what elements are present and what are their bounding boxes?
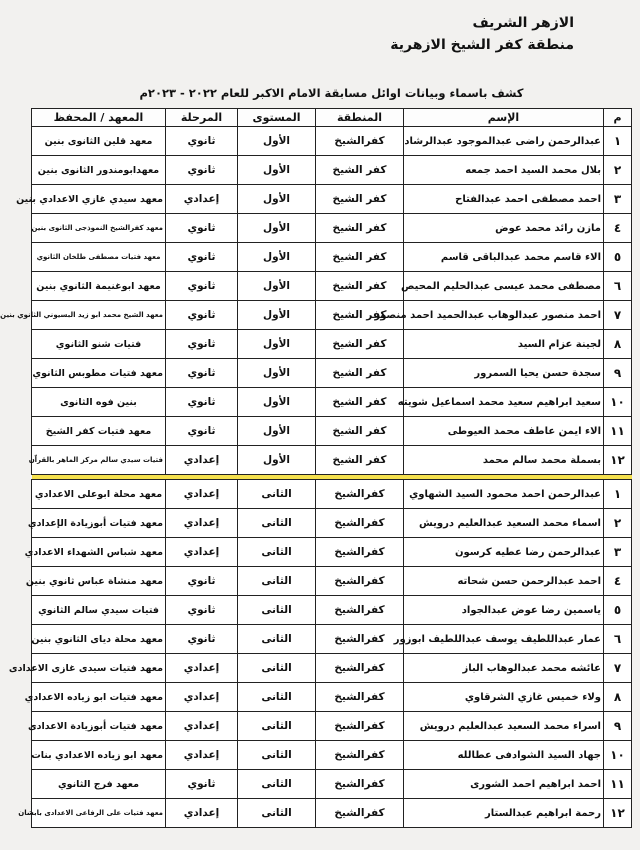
cell-level: الثانى xyxy=(238,712,316,741)
cell-institute: معهد فتيات كفر الشيخ xyxy=(32,417,166,446)
cell-stage: إعدادي xyxy=(166,446,238,475)
cell-stage: ثانوي xyxy=(166,243,238,272)
cell-region: كفرالشيخ xyxy=(316,625,404,654)
cell-region: كفرالشيخ xyxy=(316,596,404,625)
cell-name: بسملة محمد سالم محمد xyxy=(404,446,604,475)
cell-num: ٤ xyxy=(604,214,632,243)
cell-num: ٩ xyxy=(604,712,632,741)
cell-institute: معهد قلين الثانوى بنين xyxy=(32,127,166,156)
cell-num: ١٠ xyxy=(604,388,632,417)
cell-stage: إعدادي xyxy=(166,799,238,828)
cell-stage: إعدادي xyxy=(166,185,238,214)
cell-institute: معهد ابوغنيمة الثانوي بنين xyxy=(32,272,166,301)
cell-institute: فتيات سيدي سالم مركز الماهر بالقراّن xyxy=(32,446,166,475)
cell-name: اسماء محمد السعيد عبدالعليم درويش xyxy=(404,509,604,538)
cell-institute: معهد سيدي غازي الاعدادي بنين xyxy=(32,185,166,214)
table-row xyxy=(32,596,632,625)
cell-stage: ثانوي xyxy=(166,388,238,417)
cell-region: كفرالشيخ xyxy=(316,799,404,828)
cell-level: الأول xyxy=(238,330,316,359)
cell-region: كفر الشيخ xyxy=(316,388,404,417)
table-body xyxy=(0,127,632,828)
cell-region: كفر الشيخ xyxy=(316,330,404,359)
cell-name: احمد مصطفى احمد عبدالفتاح xyxy=(404,185,604,214)
cell-region: كفر الشيخ xyxy=(316,272,404,301)
cell-level: الأول xyxy=(238,359,316,388)
cell-level: الأول xyxy=(238,156,316,185)
cell-stage: إعدادي xyxy=(166,538,238,567)
cell-region: كفر الشيخ xyxy=(316,417,404,446)
cell-institute: معهد منشاة عباس ثانوي بنين xyxy=(32,567,166,596)
cell-region: كفر الشيخ xyxy=(316,359,404,388)
cell-level: الثانى xyxy=(238,741,316,770)
cell-num: ١٠ xyxy=(604,741,632,770)
cell-region: كفر الشيخ xyxy=(316,156,404,185)
cell-num: ١٢ xyxy=(604,799,632,828)
cell-name: عبدالرحمن راضى عبدالموجود عبدالرشاد xyxy=(404,127,604,156)
cell-institute: معهدابومندور الثانوى بنين xyxy=(32,156,166,185)
col-header-region: المنطقة xyxy=(316,109,404,127)
cell-institute: معهد فتيات مطوبس الثانوي xyxy=(32,359,166,388)
table-row xyxy=(32,712,632,741)
cell-region: كفرالشيخ xyxy=(316,538,404,567)
cell-name: مصطفى محمد عيسى عبدالحليم المحيص xyxy=(404,272,604,301)
cell-num: ٢ xyxy=(604,509,632,538)
document-header xyxy=(390,12,574,56)
col-header-stage: المرحلة xyxy=(166,109,238,127)
cell-stage: ثانوي xyxy=(166,330,238,359)
cell-level: الأول xyxy=(238,301,316,330)
cell-num: ٧ xyxy=(604,654,632,683)
cell-stage: ثانوي xyxy=(166,417,238,446)
cell-institute: معهد محلة دياى الثانوي بنين xyxy=(32,625,166,654)
cell-institute: معهد ابو زياده الاعدادي بنات xyxy=(32,741,166,770)
cell-name: عبدالرحمن احمد محمود السيد الشهاوي xyxy=(404,480,604,509)
table-row xyxy=(32,243,632,272)
results-table xyxy=(0,108,632,828)
cell-level: الثانى xyxy=(238,770,316,799)
cell-stage: إعدادي xyxy=(166,509,238,538)
cell-num: ٥ xyxy=(604,243,632,272)
cell-stage: إعدادي xyxy=(166,683,238,712)
cell-level: الثانى xyxy=(238,799,316,828)
cell-level: الأول xyxy=(238,388,316,417)
cell-name: عبدالرحمن رضا عطيه كرسون xyxy=(404,538,604,567)
cell-stage: ثانوي xyxy=(166,596,238,625)
cell-institute: معهد شباس الشهداء الاعدادي xyxy=(32,538,166,567)
cell-region: كفرالشيخ xyxy=(316,480,404,509)
cell-stage: ثانوي xyxy=(166,127,238,156)
table-header-row xyxy=(32,109,632,127)
cell-name: جهاد السيد الشوادفى عطالله xyxy=(404,741,604,770)
table-row xyxy=(32,156,632,185)
cell-region: كفرالشيخ xyxy=(316,127,404,156)
cell-institute: فتيات سيدي سالم الثانوي xyxy=(32,596,166,625)
cell-name: عمار عبداللطيف يوسف عبداللطيف ابوزور xyxy=(404,625,604,654)
cell-num: ٨ xyxy=(604,683,632,712)
table-row xyxy=(32,480,632,509)
table-row xyxy=(32,185,632,214)
table-row xyxy=(32,417,632,446)
cell-level: الأول xyxy=(238,417,316,446)
cell-level: الثانى xyxy=(238,567,316,596)
cell-name: سعيد ابراهيم سعيد محمد اسماعيل شويته xyxy=(404,388,604,417)
cell-region: كفرالشيخ xyxy=(316,509,404,538)
cell-region: كفر الشيخ xyxy=(316,214,404,243)
cell-stage: ثانوي xyxy=(166,359,238,388)
cell-level: الأول xyxy=(238,185,316,214)
cell-region: كفرالشيخ xyxy=(316,712,404,741)
cell-region: كفرالشيخ xyxy=(316,770,404,799)
cell-num: ٣ xyxy=(604,538,632,567)
cell-stage: إعدادي xyxy=(166,712,238,741)
cell-level: الأول xyxy=(238,243,316,272)
table-row xyxy=(32,388,632,417)
cell-region: كفرالشيخ xyxy=(316,683,404,712)
cell-institute: معهد فتيات أبوزيادة الاعدادى xyxy=(32,712,166,741)
cell-num: ١١ xyxy=(604,417,632,446)
cell-stage: ثانوي xyxy=(166,156,238,185)
cell-region: كفرالشيخ xyxy=(316,654,404,683)
cell-level: الثانى xyxy=(238,596,316,625)
cell-num: ٩ xyxy=(604,359,632,388)
cell-region: كفرالشيخ xyxy=(316,741,404,770)
cell-institute: فتيات شنو الثانوي xyxy=(32,330,166,359)
cell-name: مازن رائد محمد عوض xyxy=(404,214,604,243)
cell-institute: معهد فتيات أبوزيادة الإعدادي xyxy=(32,509,166,538)
cell-name: اسراء محمد السعيد عبدالعليم درويش xyxy=(404,712,604,741)
cell-region: كفرالشيخ xyxy=(316,567,404,596)
cell-stage: إعدادي xyxy=(166,654,238,683)
cell-name: الاء قاسم محمد عبدالباقى قاسم xyxy=(404,243,604,272)
table-row xyxy=(32,683,632,712)
cell-num: ١٢ xyxy=(604,446,632,475)
cell-stage: ثانوي xyxy=(166,214,238,243)
table-row xyxy=(32,301,632,330)
cell-name: لجينة عزام السيد xyxy=(404,330,604,359)
cell-stage: ثانوي xyxy=(166,272,238,301)
cell-num: ١١ xyxy=(604,770,632,799)
cell-region: كفر الشيخ xyxy=(316,185,404,214)
cell-level: الأول xyxy=(238,214,316,243)
cell-stage: ثانوي xyxy=(166,567,238,596)
col-header-name: الإسم xyxy=(404,109,604,127)
cell-num: ٢ xyxy=(604,156,632,185)
cell-level: الثانى xyxy=(238,480,316,509)
cell-num: ٧ xyxy=(604,301,632,330)
cell-num: ٤ xyxy=(604,567,632,596)
table-row xyxy=(32,741,632,770)
cell-level: الثانى xyxy=(238,683,316,712)
cell-region: كفر الشيخ xyxy=(316,243,404,272)
cell-stage: إعدادي xyxy=(166,741,238,770)
cell-level: الأول xyxy=(238,127,316,156)
cell-num: ١ xyxy=(604,480,632,509)
cell-level: الأول xyxy=(238,446,316,475)
cell-institute: معهد فتيات مصطفى طلخان الثانوي xyxy=(32,243,166,272)
col-header-institute: المعهد / المحفظ xyxy=(32,109,166,127)
cell-num: ٣ xyxy=(604,185,632,214)
table-row xyxy=(32,272,632,301)
cell-institute: معهد فتيات ابو زياده الاعدادي xyxy=(32,683,166,712)
cell-institute: معهد محلة ابوعلى الاعدادي xyxy=(32,480,166,509)
table-row xyxy=(32,625,632,654)
cell-name: سجدة حسن يحيا السمرور xyxy=(404,359,604,388)
table-row xyxy=(32,770,632,799)
cell-level: الثانى xyxy=(238,538,316,567)
col-header-level: المستوى xyxy=(238,109,316,127)
cell-institute: معهد الشيخ محمد ابو زيد البسيوني الثانوي بنين xyxy=(32,301,166,330)
cell-num: ٦ xyxy=(604,272,632,301)
cell-stage: ثانوي xyxy=(166,625,238,654)
cell-stage: ثانوي xyxy=(166,770,238,799)
table-row xyxy=(32,127,632,156)
table-row xyxy=(32,446,632,475)
cell-institute: معهد كفرالشيخ النموذجى الثانوى بنين xyxy=(32,214,166,243)
cell-name: احمد عبدالرحمن حسن شحاته xyxy=(404,567,604,596)
document-title: كشف باسماء وبيانات اوائل مسابقة الامام الاكبر للعام ٢٠٢٢ - ٢٠٢٣م xyxy=(139,86,524,100)
cell-name: ولاء خميس غازي الشرقاوي xyxy=(404,683,604,712)
table-row xyxy=(32,214,632,243)
header-line-region: منطقة كفر الشيخ الازهرية xyxy=(390,37,574,53)
table-row xyxy=(32,799,632,828)
cell-level: الأول xyxy=(238,272,316,301)
cell-name: الاء ايمن عاطف محمد العيوطى xyxy=(404,417,604,446)
table-row xyxy=(32,538,632,567)
cell-region: كفر الشيخ xyxy=(316,446,404,475)
cell-num: ٦ xyxy=(604,625,632,654)
cell-institute: معهد فتيات على الرفاعى الاعدادى بابشان xyxy=(32,799,166,828)
cell-level: الثانى xyxy=(238,509,316,538)
cell-num: ١ xyxy=(604,127,632,156)
cell-level: الثانى xyxy=(238,625,316,654)
header-line-azhar: الازهر الشريف xyxy=(472,15,574,31)
cell-name: رحمة ابراهيم عبدالستار xyxy=(404,799,604,828)
cell-name: بلال محمد السيد احمد جمعه xyxy=(404,156,604,185)
cell-name: احمد منصور عبدالوهاب عبدالحميد احمد منصور xyxy=(404,301,604,330)
cell-num: ٨ xyxy=(604,330,632,359)
table-row xyxy=(32,567,632,596)
cell-name: ياسمين رضا عوض عبدالجواد xyxy=(404,596,604,625)
cell-institute: معهد فتيات سيدى غازى الاعدادى xyxy=(32,654,166,683)
cell-stage: إعدادي xyxy=(166,480,238,509)
cell-institute: بنين فوه الثانوى xyxy=(32,388,166,417)
cell-name: عائشه محمد عبدالوهاب الباز xyxy=(404,654,604,683)
cell-institute: معهد فرج الثانوي xyxy=(32,770,166,799)
cell-stage: ثانوي xyxy=(166,301,238,330)
cell-region: كفر الشيخ xyxy=(316,301,404,330)
table-row xyxy=(32,509,632,538)
table-row xyxy=(32,359,632,388)
table-row xyxy=(32,330,632,359)
cell-num: ٥ xyxy=(604,596,632,625)
col-header-num: م xyxy=(604,109,632,127)
cell-level: الثانى xyxy=(238,654,316,683)
table-row xyxy=(32,654,632,683)
cell-name: احمد ابراهيم احمد الشورى xyxy=(404,770,604,799)
